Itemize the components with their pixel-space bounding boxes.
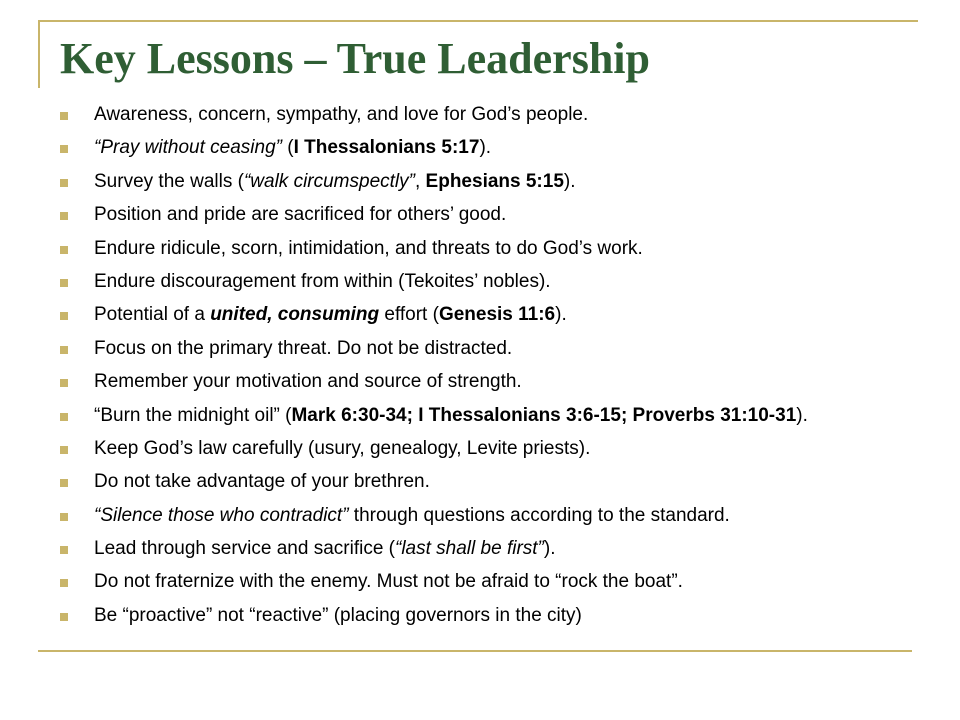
bullet-square-icon (60, 279, 68, 287)
bullet-text-run: “Burn the midnight oil” ( (94, 404, 292, 426)
bullet-item (60, 537, 930, 561)
bullet-text-run: Endure discouragement from within (Tekoites’ nobles). (94, 270, 551, 292)
bullet-text-run: “Silence those who contradict” (94, 504, 349, 526)
bullet-square-icon (60, 413, 68, 421)
bullet-text-run: Lead through service and sacrifice ( (94, 538, 395, 560)
bullet-square-icon (60, 513, 68, 521)
bullet-text-run: Be “proactive” not “reactive” (placing governors in the city) (94, 604, 582, 626)
bullet-text-run: Do not take advantage of your brethren. (94, 471, 430, 493)
bullet-text-run: Survey the walls ( (94, 170, 244, 192)
bullet-text-run: ). (555, 304, 567, 326)
bullet-item (60, 370, 930, 394)
bullet-text-run: Ephesians 5:15 (425, 170, 564, 192)
bullet-square-icon (60, 379, 68, 387)
bullet-text-run: through questions according to the standard. (348, 504, 730, 526)
bullet-text-run: Position and pride are sacrificed for others’ good. (94, 204, 507, 226)
slide-title: Key Lessons – True Leadership (60, 34, 650, 83)
bullet-item (60, 270, 930, 294)
bullet-text-run: I Thessalonians 5:17 (293, 137, 480, 159)
bullet-item (60, 337, 930, 361)
bullet-text-run: ). (479, 137, 492, 159)
bullet-item (60, 604, 930, 628)
bullet-text-run: Potential of a (94, 304, 211, 326)
bullet-item (60, 404, 930, 428)
bullet-text-run: Keep God’s law carefully (usury, genealogy, Levite priests). (94, 437, 591, 459)
bullet-item (60, 504, 930, 528)
top-rule (38, 20, 918, 22)
bullet-text-run: ). (543, 538, 556, 560)
bullet-text-run: ( (281, 137, 294, 159)
bullet-square-icon (60, 312, 68, 320)
bullet-text-run: Mark 6:30-34; I Thessalonians 3:6-15; Proverbs 31:10-31 (291, 404, 797, 426)
bullet-text-run: , (414, 170, 426, 192)
bullet-text-run: ). (563, 170, 576, 192)
bullet-text-run: Remember your motivation and source of strength. (94, 371, 522, 393)
bullet-item (60, 103, 930, 127)
bullet-square-icon (60, 579, 68, 587)
bullet-square-icon (60, 346, 68, 354)
bullet-text-run: “Pray without ceasing” (94, 137, 282, 159)
bullet-text-run: Awareness, concern, sympathy, and love for God’s people. (94, 104, 589, 125)
bullet-text-run: “walk circumspectly” (243, 170, 415, 192)
bullet-square-icon (60, 179, 68, 187)
bullet-item (60, 237, 930, 261)
bullet-list (60, 103, 930, 637)
bullet-square-icon (60, 212, 68, 220)
bullet-text-run: ). (796, 404, 808, 426)
bullet-text-run: Focus on the primary threat. Do not be distracted. (94, 337, 513, 359)
bullet-text-run: Do not fraternize with the enemy. Must not be afraid to “rock the boat”. (94, 571, 683, 593)
bullet-square-icon (60, 446, 68, 454)
bullet-item (60, 437, 930, 461)
bullet-text-run: united, consuming (210, 304, 380, 326)
bullet-item (60, 303, 930, 327)
bullet-item (60, 170, 930, 194)
bullet-square-icon (60, 546, 68, 554)
bullet-text-run: Genesis 11:6 (438, 304, 556, 326)
bullet-square-icon (60, 246, 68, 254)
left-rule (38, 20, 40, 88)
bullet-item (60, 470, 930, 494)
bullet-square-icon (60, 479, 68, 487)
bottom-rule (38, 650, 912, 652)
bullet-text-run: effort ( (379, 304, 439, 326)
bullet-square-icon (60, 145, 68, 153)
bullet-text-run: Endure ridicule, scorn, intimidation, and threats to do God’s work. (94, 237, 643, 259)
bullet-text-run: “last shall be first” (395, 538, 544, 560)
bullet-item (60, 570, 930, 594)
bullet-item (60, 203, 930, 227)
bullet-square-icon (60, 112, 68, 120)
bullet-square-icon (60, 613, 68, 621)
bullet-item (60, 136, 930, 160)
